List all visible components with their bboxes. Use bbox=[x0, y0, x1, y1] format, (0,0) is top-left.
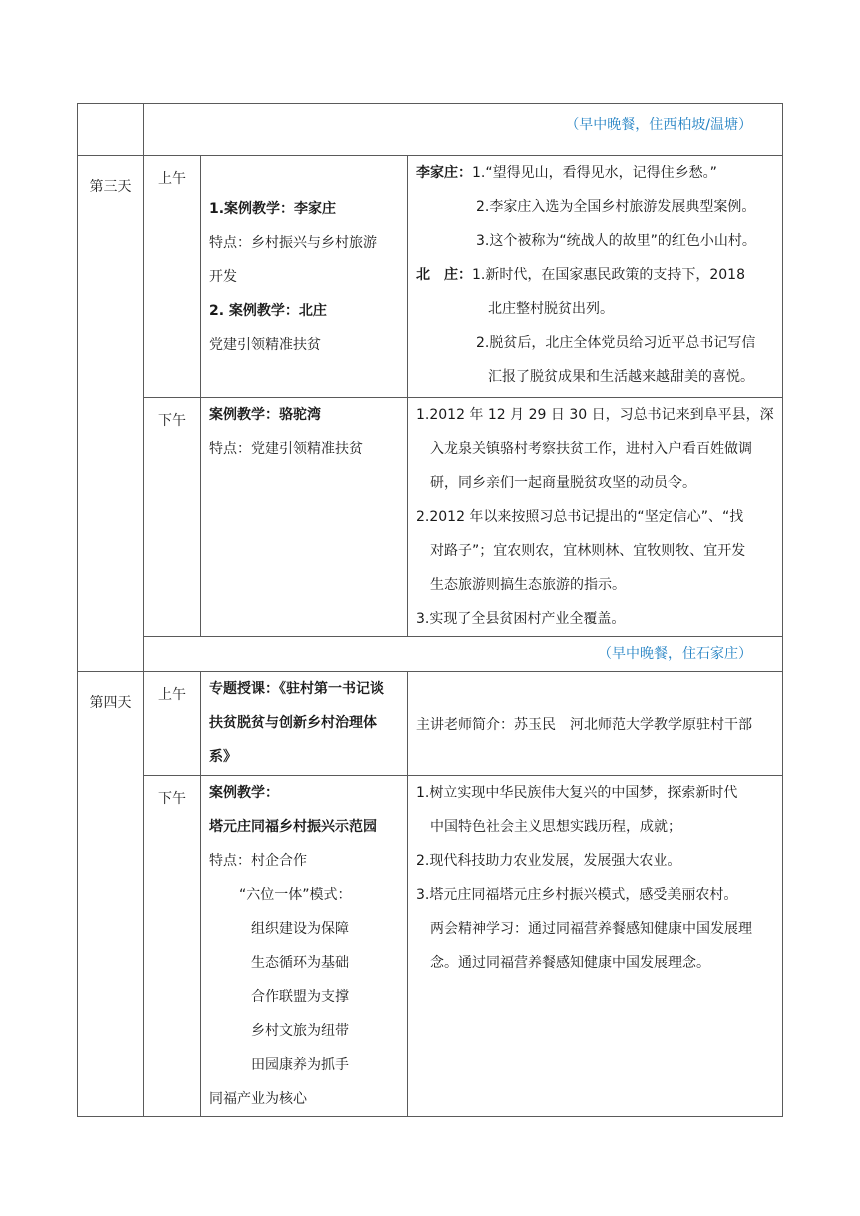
topic-title: 1.案例教学：李家庄 bbox=[209, 201, 337, 217]
topic-cell bbox=[201, 398, 408, 637]
detail-text: 3.塔元庄同福塔元庄乡村振兴模式，感受美丽农村。 bbox=[416, 887, 738, 903]
detail-text: 中国特色社会主义思想实践历程，成就； bbox=[430, 819, 682, 835]
topic-title: 扶贫脱贫与创新乡村治理体 bbox=[209, 715, 377, 731]
meal-note-text: （早中晚餐，住石家庄） bbox=[598, 646, 753, 662]
model-item: 田园康养为抓手 bbox=[251, 1057, 349, 1073]
day4-morning-row bbox=[78, 672, 783, 776]
day4-afternoon-row bbox=[78, 776, 783, 1117]
session-label-cell bbox=[144, 672, 201, 776]
topic-title: 2. 案例教学：北庄 bbox=[209, 303, 327, 319]
meal-row-day3 bbox=[78, 637, 783, 672]
session-label: 下午 bbox=[158, 791, 186, 807]
meal-note-day2 bbox=[144, 104, 783, 156]
session-label: 上午 bbox=[158, 171, 186, 187]
detail-cell bbox=[408, 776, 783, 1117]
day-label-cell bbox=[78, 672, 144, 1117]
topic-title: 塔元庄同福乡村振兴示范园 bbox=[209, 819, 377, 835]
topic-cell bbox=[201, 672, 408, 776]
topic-title: 专题授课：《驻村第一书记谈 bbox=[209, 681, 384, 697]
detail-text: 2.李家庄入选为全国乡村旅游发展典型案例。 bbox=[476, 199, 756, 215]
detail-text: 1.新时代，在国家惠民政策的支持下，2018 bbox=[472, 267, 745, 283]
schedule-table bbox=[77, 103, 783, 1117]
detail-cell bbox=[408, 672, 783, 776]
detail-text: 2.现代科技助力农业发展，发展强大农业。 bbox=[416, 853, 682, 869]
model-title: “六位一体”模式： bbox=[239, 887, 352, 903]
topic-cell bbox=[201, 156, 408, 398]
detail-text: 3.这个被称为“统战人的故里”的红色小山村。 bbox=[476, 233, 756, 249]
detail-text: 北庄整村脱贫出列。 bbox=[488, 301, 614, 317]
detail-cell bbox=[408, 156, 783, 398]
topic-desc: 特点：党建引领精准扶贫 bbox=[209, 441, 363, 457]
topic-title: 案例教学： bbox=[209, 785, 279, 801]
model-item: 合作联盟为支撑 bbox=[251, 989, 349, 1005]
detail-text: 对路子”；宜农则农，宜林则林、宜牧则牧、宜开发 bbox=[430, 543, 746, 559]
meal-note-day3 bbox=[144, 637, 783, 672]
topic-cell bbox=[201, 776, 408, 1117]
detail-text: 1.树立实现中华民族伟大复兴的中国梦，探索新时代 bbox=[416, 785, 738, 801]
topic-desc: 特点：村企合作 bbox=[209, 853, 307, 869]
detail-text: 研，同乡亲们一起商量脱贫攻坚的动员令。 bbox=[430, 475, 696, 491]
detail-text: 2.2012 年以来按照习总书记提出的“坚定信心”、“找 bbox=[416, 509, 744, 525]
detail-text: 入龙泉关镇骆村考察扶贫工作，进村入户看百姓做调 bbox=[430, 441, 752, 457]
detail-text: 3.实现了全县贫困村产业全覆盖。 bbox=[416, 611, 626, 627]
detail-text: 2.脱贫后，北庄全体党员给习近平总书记写信 bbox=[476, 335, 756, 351]
place-label: 李家庄： bbox=[416, 165, 472, 181]
detail-text: 两会精神学习：通过同福营养餐感知健康中国发展理 bbox=[430, 921, 752, 937]
meal-note-text: （早中晚餐，住西柏坡/温塘） bbox=[565, 117, 753, 133]
model-item: 乡村文旅为纽带 bbox=[251, 1023, 349, 1039]
detail-text: 1.“望得见山，看得见水，记得住乡愁。” bbox=[472, 165, 717, 181]
detail-text: 1.2012 年 12 月 29 日 30 日，习总书记来到阜平县，深 bbox=[416, 407, 774, 423]
topic-desc: 特点：乡村振兴与乡村旅游 bbox=[209, 235, 377, 251]
empty-day-cell bbox=[78, 104, 144, 156]
model-item: 生态循环为基础 bbox=[251, 955, 349, 971]
day-label-cell bbox=[78, 156, 144, 672]
day-label: 第三天 bbox=[89, 179, 132, 195]
model-item: 组织建设为保障 bbox=[251, 921, 349, 937]
session-label-cell bbox=[144, 776, 201, 1117]
topic-desc: 党建引领精准扶贫 bbox=[209, 337, 321, 353]
session-label: 下午 bbox=[158, 413, 186, 429]
day3-morning-row bbox=[78, 156, 783, 398]
session-label-cell bbox=[144, 398, 201, 637]
model-item: 同福产业为核心 bbox=[209, 1091, 307, 1107]
session-label-cell bbox=[144, 156, 201, 398]
day-label: 第四天 bbox=[89, 695, 132, 711]
lecturer-intro: 主讲老师简介：苏玉民 河北师范大学教学原驻村干部 bbox=[416, 716, 752, 733]
place-label: 北 庄： bbox=[416, 267, 472, 283]
topic-desc: 开发 bbox=[209, 269, 237, 285]
detail-text: 生态旅游则搞生态旅游的指示。 bbox=[430, 577, 626, 593]
meal-row-day2 bbox=[78, 104, 783, 156]
detail-text: 念。通过同福营养餐感知健康中国发展理念。 bbox=[430, 955, 710, 971]
detail-text: 汇报了脱贫成果和生活越来越甜美的喜悦。 bbox=[488, 369, 754, 385]
topic-title: 系》 bbox=[209, 749, 237, 765]
day3-afternoon-row bbox=[78, 398, 783, 637]
session-label: 上午 bbox=[158, 687, 186, 703]
detail-cell bbox=[408, 398, 783, 637]
topic-title: 案例教学：骆驼湾 bbox=[209, 407, 321, 423]
